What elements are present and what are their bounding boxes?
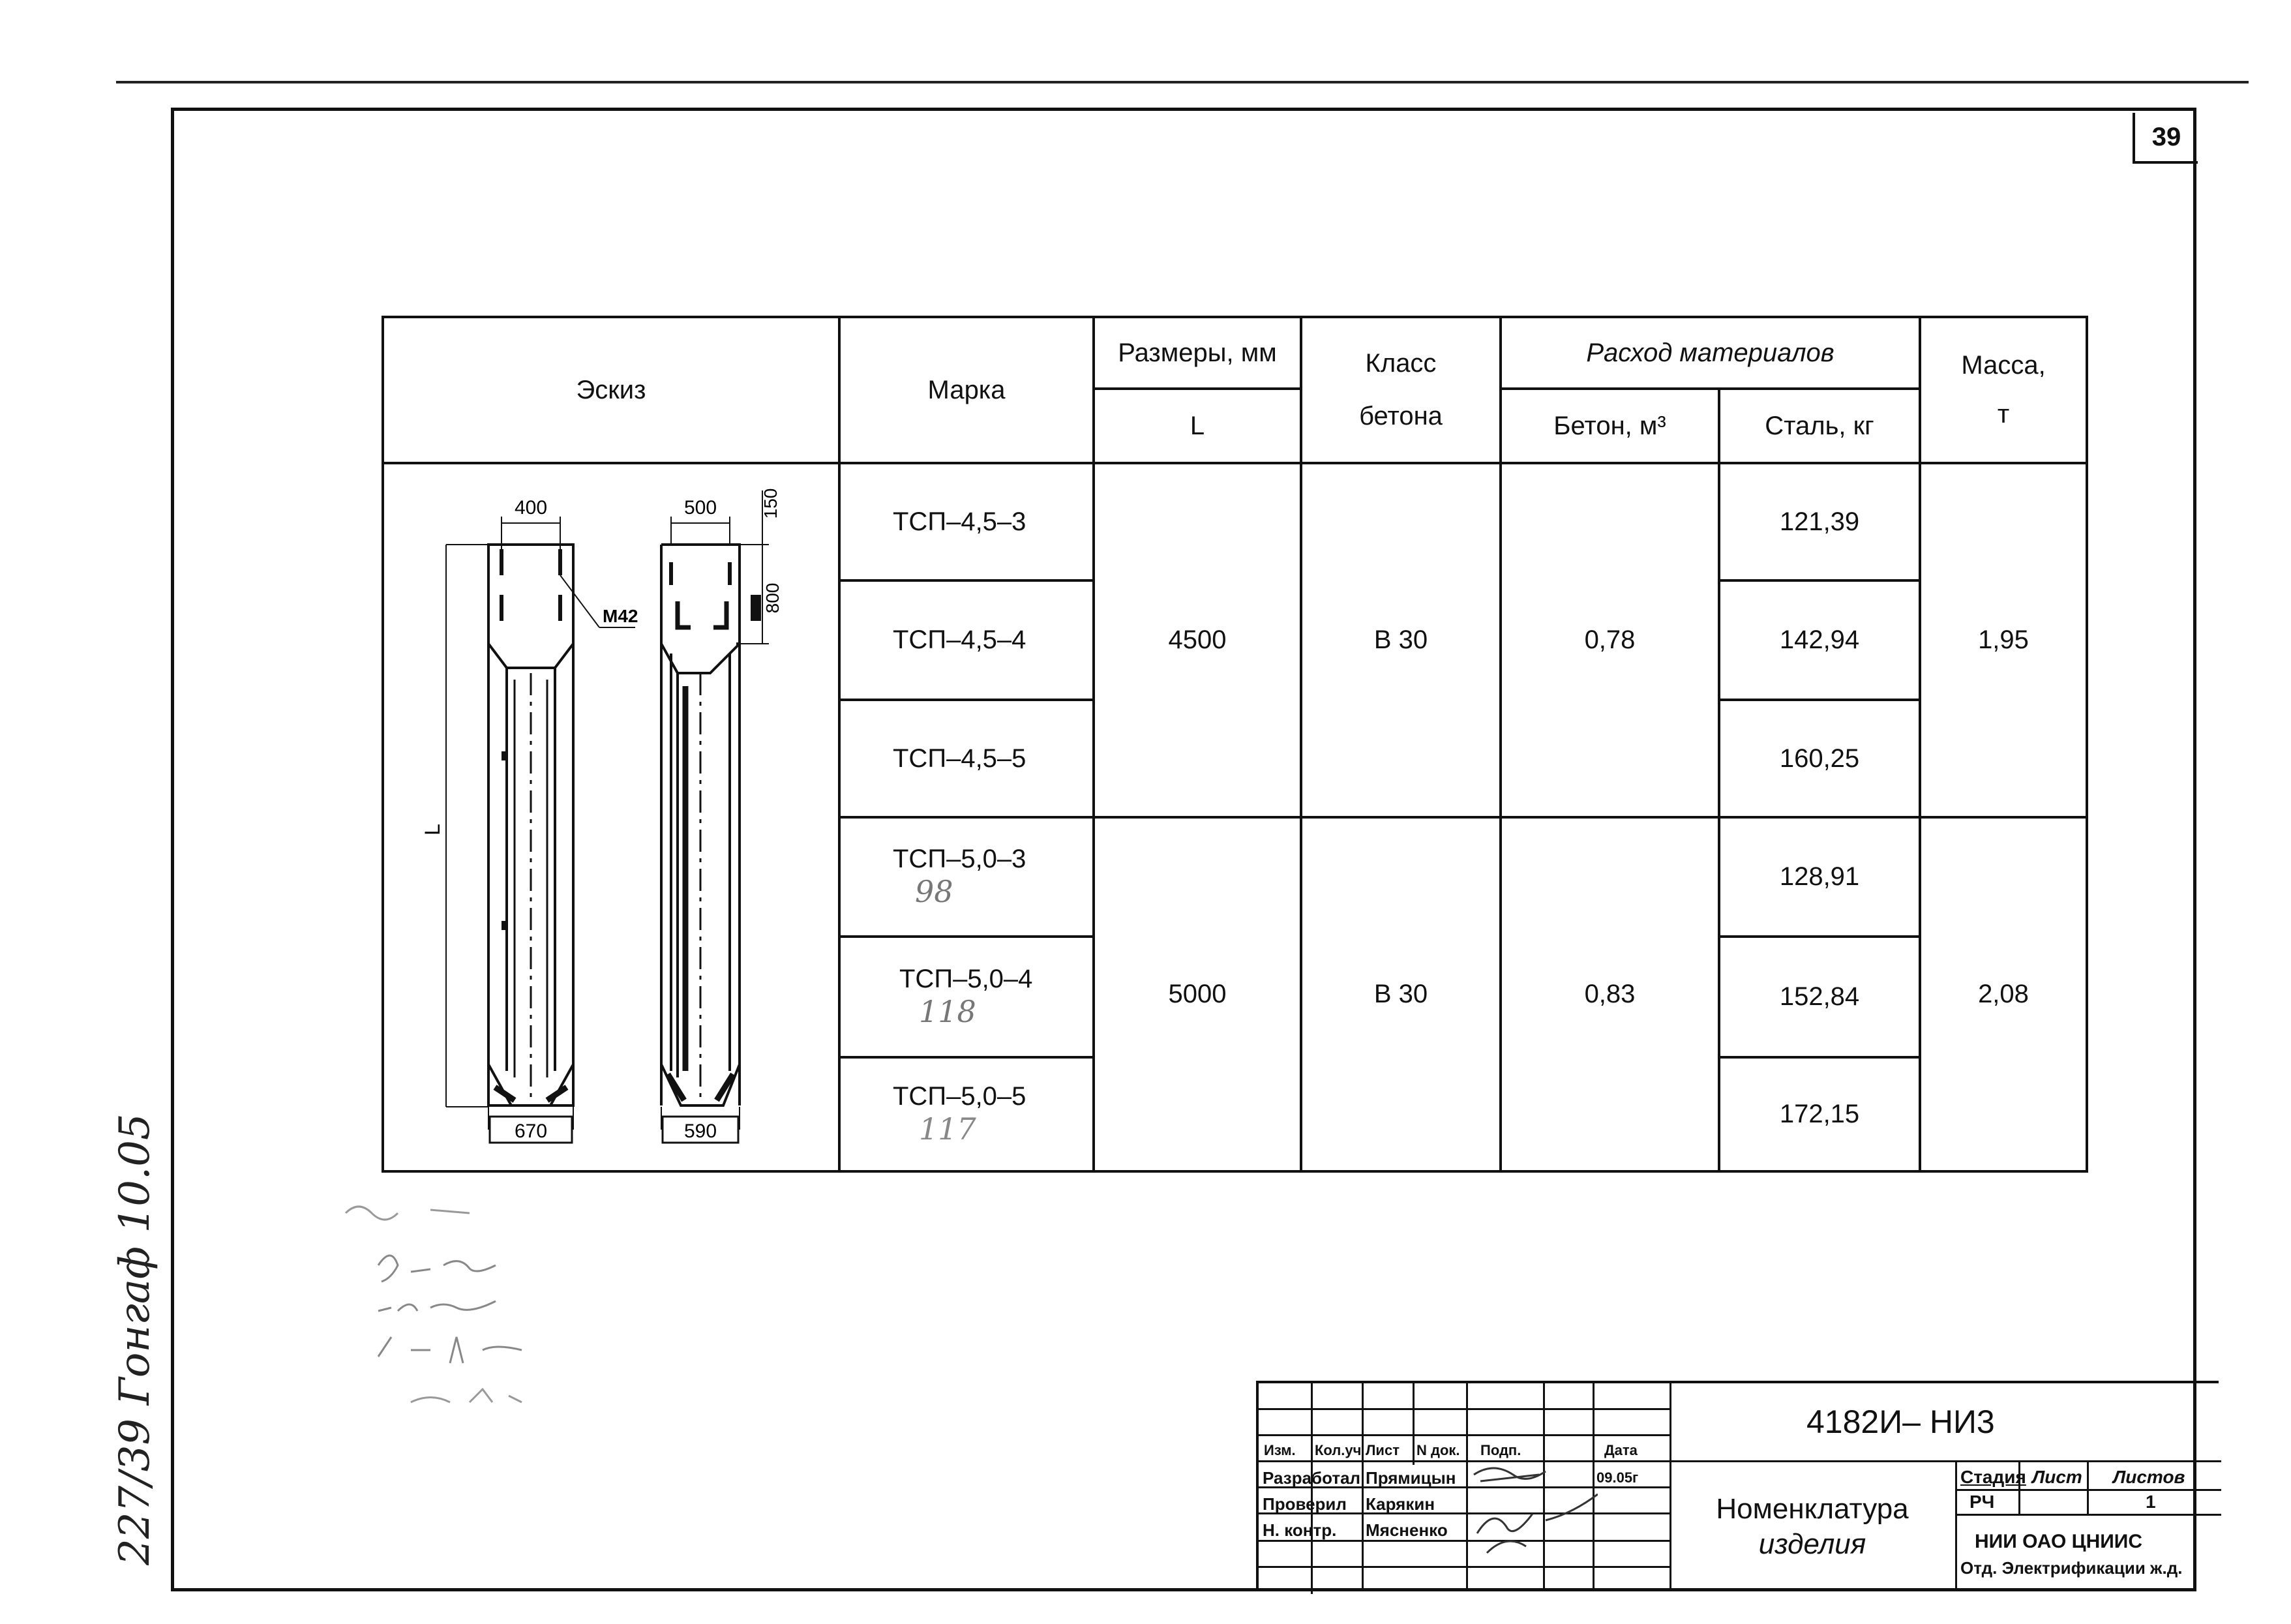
col-header-change: Изм. xyxy=(1264,1442,1296,1458)
header-mass-line2: т xyxy=(1997,400,2010,429)
dim-150: 150 xyxy=(760,488,781,519)
mark-text: ТСП–5,0–5 xyxy=(893,1082,1026,1111)
scribble-svg xyxy=(339,1174,678,1448)
dim-670: 670 xyxy=(514,1120,548,1142)
name-norm-control: Мясненко xyxy=(1366,1520,1448,1540)
role-developer: Разработал xyxy=(1263,1468,1361,1488)
header-length: L xyxy=(1094,389,1301,463)
length-cell: 4500 xyxy=(1094,463,1301,817)
mark-text: ТСП–5,0–4 xyxy=(899,965,1033,993)
header-concrete-volume: Бетон, м³ xyxy=(1501,389,1719,463)
document-code: 4182И– НИ3 xyxy=(1806,1404,1995,1440)
handwritten-note: 98 xyxy=(915,874,953,909)
mark-cell xyxy=(839,817,1094,937)
steel-cell: 172,15 xyxy=(1719,1057,1920,1171)
concrete-cell: 0,83 xyxy=(1501,817,1719,1171)
mark-cell: ТСП–4,5–4 xyxy=(839,580,1094,700)
header-materials: Расход материалов xyxy=(1501,317,1920,389)
header-dimensions: Размеры, мм xyxy=(1094,317,1301,389)
handwritten-note: 118 xyxy=(919,994,976,1029)
col-header-date: Дата xyxy=(1604,1442,1638,1458)
mark-cell: ТСП–4,5–3 xyxy=(839,463,1094,580)
date-developer: 09.05г xyxy=(1596,1469,1639,1486)
stage-value: РЧ xyxy=(1969,1492,1995,1512)
concrete-cell: 0,78 xyxy=(1501,463,1719,817)
col-header-docnum: N док. xyxy=(1416,1442,1460,1458)
signatures xyxy=(1467,1462,1598,1592)
organization-line1: НИИ ОАО ЦНИИС xyxy=(1975,1531,2143,1552)
pile-sketch-cell xyxy=(383,463,839,1171)
organization-line2: Отд. Электрификации ж.д. xyxy=(1960,1558,2183,1578)
table-row xyxy=(383,463,2087,580)
sheet-header: Лист xyxy=(2032,1467,2082,1487)
col-header-signature: Подп. xyxy=(1480,1442,1521,1458)
document-title-line1: Номенклатура xyxy=(1716,1493,1909,1525)
role-checker: Проверил xyxy=(1263,1494,1347,1514)
header-mark: Марка xyxy=(839,317,1094,463)
header-steel: Сталь, кг xyxy=(1719,389,1920,463)
mass-cell: 2,08 xyxy=(1920,817,2087,1171)
margin-handwritten-note: 227/39 Гонгаф 10.05 xyxy=(111,1113,159,1565)
steel-cell: 142,94 xyxy=(1719,580,1920,700)
header-mass-line1: Масса, xyxy=(1961,351,2046,380)
handwritten-note: 117 xyxy=(919,1111,976,1147)
steel-cell: 128,91 xyxy=(1719,817,1920,937)
class-cell: В 30 xyxy=(1301,463,1501,817)
steel-cell: 152,84 xyxy=(1719,937,1920,1057)
length-cell: 5000 xyxy=(1094,817,1301,1171)
pile-sketch xyxy=(384,464,841,1162)
role-norm-control: Н. контр. xyxy=(1263,1520,1337,1540)
stage-header: Стадия xyxy=(1960,1467,2026,1487)
class-cell: В 30 xyxy=(1301,817,1501,1171)
sheet-number: 39 xyxy=(2133,113,2198,164)
mark-text: ТСП–5,0–3 xyxy=(893,845,1026,873)
mass-cell: 1,95 xyxy=(1920,463,2087,817)
dim-800: 800 xyxy=(762,582,783,614)
header-sketch: Эскиз xyxy=(383,317,839,463)
nomenclature-table xyxy=(382,316,2088,1173)
name-developer: Прямицын xyxy=(1366,1468,1456,1488)
mark-cell xyxy=(839,937,1094,1057)
header-concrete-class xyxy=(1301,317,1501,463)
document-title-line2: изделия xyxy=(1758,1528,1866,1560)
steel-cell: 121,39 xyxy=(1719,463,1920,580)
top-edge-line xyxy=(116,81,2249,83)
bolt-label: М42 xyxy=(603,606,638,626)
name-checker: Карякин xyxy=(1366,1494,1435,1514)
length-label: L xyxy=(421,824,444,835)
mark-cell xyxy=(839,1057,1094,1171)
col-header-sheet: Лист xyxy=(1366,1442,1400,1458)
title-block xyxy=(1256,1381,2219,1591)
dim-590: 590 xyxy=(683,1120,717,1142)
header-concrete-class-line1: Класс xyxy=(1365,349,1437,378)
sheets-value: 1 xyxy=(2146,1492,2156,1512)
pencil-scribbles xyxy=(339,1174,678,1448)
sheets-header: Листов xyxy=(2113,1467,2185,1487)
dim-500: 500 xyxy=(683,497,717,519)
mark-cell: ТСП–4,5–5 xyxy=(839,700,1094,817)
header-mass xyxy=(1920,317,2087,463)
header-concrete-class-line2: бетона xyxy=(1359,402,1443,430)
dim-400: 400 xyxy=(514,497,548,519)
col-header-count: Кол.уч xyxy=(1315,1442,1362,1458)
steel-cell: 160,25 xyxy=(1719,700,1920,817)
